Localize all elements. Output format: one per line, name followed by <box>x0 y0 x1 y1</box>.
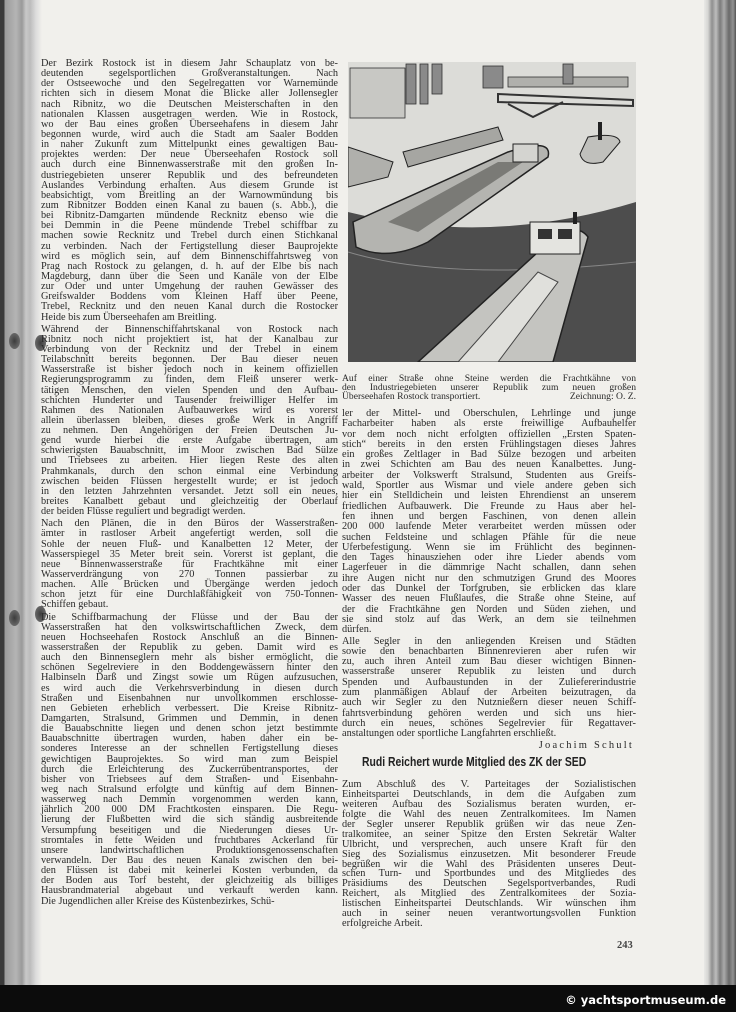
text-line: zur Oder und unter Umgehung der rauhen Gewässer des <box>41 281 338 293</box>
text-line: schon jetzt für eine Durchlaßfähigkeit von 750-Tonnen- <box>41 589 338 601</box>
text-line: begonnen wurde, wird auch die Stadt am Saaler Bodden <box>41 128 338 140</box>
illustration-caption <box>342 374 636 401</box>
text-line: schichten Hunderter und Tausender freiwilliger Helfer im <box>41 394 338 406</box>
text-line: Wasser des neuen Flußlaufes, die Straße ohne Steine, auf <box>342 593 636 605</box>
text-line: Wasserspiegel 35 Meter breit sein. Vorerst ist geplant, die <box>41 548 338 560</box>
text-line: Alle Segler in den anliegenden Kreisen und Städten <box>342 635 636 647</box>
text-line: durch ein neues, schönes Segelrevier für Regattaver- <box>342 717 636 729</box>
text-line: Prag nach Rostock zu gelangen, d. h. auf der Elbe bis nach <box>41 260 338 272</box>
text-line: friedlichen Aufbauwerk. Die Freunde zu Haus aber hel- <box>342 500 636 512</box>
text-line: lierung der Flußbetten wird die sich ständig ausbreitende <box>41 814 338 826</box>
text-line: den Flüssen ist dabei mit keinerlei Kosten verbunden, da <box>41 865 338 877</box>
paragraph <box>41 519 338 610</box>
caption-line: Überseehafen Rostock transportiert. <box>342 391 481 402</box>
text-line: gend wurde hierbei die erste Aufgabe übertragen, am <box>41 435 338 447</box>
text-line: Wasserverdrängung von 270 Tonnen passierbar zu <box>41 569 338 581</box>
barge-illustration <box>348 62 636 362</box>
text-line: der Boden aus Torf besteht, der gleichzeitig als billiges <box>41 875 338 887</box>
text-line: weg nach Stralsund erfolgte und künftig auf dem Binnen- <box>41 783 338 795</box>
text-line: Halbinseln Darß und Zingst sowie um Rügen aufzusuchen, <box>41 672 338 684</box>
left-article-column <box>41 59 338 909</box>
text-line: ämter in rastloser Arbeit angefertigt werden, soll die <box>41 528 338 540</box>
text-line: listischen Einheitspartei Deutschlands. Wir wünschen ihm <box>342 898 636 910</box>
paragraph <box>342 780 636 929</box>
text-line: schen Turn- und Sportbundes und des Mitgliedes des <box>342 868 636 880</box>
text-line: anstaltungen oder sportliche Langfahrten erschließt. <box>342 728 557 740</box>
text-line: zu verbinden. Nach der Fertigstellung dieser Bauprojekte <box>41 240 338 252</box>
text-line: Schiffen gebaut. <box>41 599 109 611</box>
text-line: breites Kanalbett gebaut und gleichzeitig der Oberlauf <box>41 496 338 508</box>
footer-bar <box>0 985 736 1012</box>
illustration-credit: Zeichnung: O. Z. <box>569 391 636 402</box>
text-line: neue Binnenwasserstraße für Frachtkähne mit einer <box>41 558 338 570</box>
text-line: die Bauabschnitte liegen und denen schon jetzt bestimmte <box>41 723 338 735</box>
text-line: machen. Alle Brücken und Übergänge werden jedoch <box>41 579 338 591</box>
text-line: Prahmkanals, durch den schon einmal eine Verbindung <box>41 465 338 477</box>
text-line: unsere landwirtschaftlichen Produktionsgenossenschaften <box>41 844 338 856</box>
caption-line: den Industriegebieten unserer Republik zum neuen großen <box>342 382 636 393</box>
text-line: Auslandes Verbindung erhalten. Aus diesem Grunde ist <box>41 179 338 191</box>
text-line: Wasserstraßen hat den volkswirtschaftlichen Zweck, dem <box>41 621 338 633</box>
right-article-column <box>342 409 636 741</box>
text-line: dustriegebieten unserer Republik und des befreundeten <box>41 169 338 181</box>
text-line: auch wir Segler zu den Nutznießern dieser neuen Schiff- <box>342 697 636 709</box>
text-line: wasserstraße unserer Republik zu leisten und durch <box>342 666 636 678</box>
text-line: Uferbefestigung. Wenn sie im Frühlicht des beginnen- <box>342 541 636 553</box>
text-line: Lagerfeuer in die dämmrige Nacht schallen, dann sehen <box>342 562 636 574</box>
paragraph <box>41 59 338 323</box>
text-line: der beiden Flüsse reguliert und begradigt werden. <box>41 506 246 518</box>
text-line: hier ein Stelldichein und leisten Ehrendienst an unserem <box>342 490 636 502</box>
watermark: © yachtsportmuseum.de <box>565 993 726 1007</box>
text-line: schönen Segelreviere in den Boddengewässern hinter den <box>41 662 338 674</box>
text-line: stromtales in fette Weiden und fruchtbares Ackerland für <box>41 834 338 846</box>
text-line: erfolgreiche Arbeit. <box>342 918 423 930</box>
text-line: zu nehmen. Den Angehörigen der Freien Deutschen Ju- <box>41 425 338 437</box>
text-line: richten sich in diesem Monat die Blicke aller Jollensegler <box>41 88 338 100</box>
text-line: fen ihnen und bergen Faschinen, von denen allein <box>342 510 636 522</box>
paragraph <box>41 613 338 907</box>
page-stack-edge <box>704 0 736 985</box>
text-line: wasserstraßen der Republik zu geben. Damit wird es <box>41 642 338 654</box>
text-line: ein großes Zeltlager in Bad Sülze bezogen und arbeiten <box>342 449 636 461</box>
text-line: nen Gebieten erheblich verbessert. Die Kreise Ribnitz- <box>41 702 338 714</box>
text-line: in naher Zukunft zum Mittelpunkt eines gewaltigen Bau- <box>41 139 338 151</box>
text-line: projektes werden: Der neue Überseehafen Rostock soll <box>41 149 338 161</box>
text-line: Heide bis zum Überseehafen am Breitling. <box>41 311 217 323</box>
text-line: wald, Sportler aus Wismar und viele andere geben sich <box>342 480 636 492</box>
text-line: bei Demmin in die Peene mündende Trebel schiffbar zu <box>41 220 338 232</box>
text-line: ler der Mittel- und Oberschulen, Lehrlinge und junge <box>342 408 636 419</box>
text-line: zum planmäßigen Ablauf der Arbeiten beizutragen, da <box>342 687 636 699</box>
text-line: Versumpfung beseitigen und die Niederungen dieses Ur- <box>41 824 338 836</box>
text-line: Der Bezirk Rostock ist in diesem Jahr Schauplatz von be- <box>41 58 338 69</box>
text-line: Damgarten, Stralsund, Grimmen und Demmin, in denen <box>41 713 338 724</box>
text-line: gewichtigen Bauprojektes. So wird man zum Beispiel <box>41 753 338 765</box>
text-line: Ulbricht, und versprechen, auch unsere Kraft für den <box>342 838 636 850</box>
text-line: der Segler unserer Republik grüßen wir das neue Zen- <box>342 818 636 830</box>
text-line: bei Ribnitz-Damgarten mündende Recknitz ebenso wie die <box>41 210 338 222</box>
text-line: auch durch eine Binnenwasserstraße mit den großen In- <box>41 159 338 171</box>
text-line: deutenden segelsportlichen Großveranstaltungen. Nach <box>41 68 338 80</box>
text-line: in zwei Schichten am Bau des neuen Kanalbettes. Jung- <box>342 459 636 471</box>
text-line: allein überlassen bleiben, dieses große Werk in Angriff <box>41 414 338 426</box>
text-line: der Ostseewoche und den Segelregatten vor Warnemünde <box>41 78 338 90</box>
text-line: es wird auch die Verkehrsverbindung in diesen durch <box>41 682 338 694</box>
text-line: weiteren Aufbau des Sozialismus beraten wurden, er- <box>342 798 636 810</box>
text-line: vor dem noch nicht erfolgten offiziellen „Ersten Spaten- <box>342 428 636 440</box>
text-line: Reichert, als Mitglied des Zentralkomitees der Sozia- <box>342 888 636 900</box>
text-line: schwierigsten Bauabschnitt, im Moor zwischen Bad Sülze <box>41 445 338 457</box>
text-line: stich“ bereits in den ersten Frühlingstagen dieses Jahres <box>342 438 636 450</box>
text-line: Einheitspartei Deutschlands, in dem die Aufgaben zum <box>342 788 636 800</box>
news-headline: Rudi Reichert wurde Mitglied des ZK der SED <box>362 754 587 769</box>
text-line: Hausbrandmaterial abgebaut und verkauft werden kann. <box>41 885 338 897</box>
text-line: sie sind stolz auf das Werk, an dem sie teilnehmen <box>342 613 636 625</box>
text-line: Straßen und Eisenbahnen nur unvollkommen erschlosse- <box>41 692 338 704</box>
text-line: Die Jugendlichen aller Kreise des Küstenbezirkes, Schü- <box>41 895 275 907</box>
text-line: auch in seiner neuen verantwortungsvollen Funktion <box>342 908 636 920</box>
text-line: 200 000 laufende Meter verarbeitet werden müssen oder <box>342 521 636 533</box>
text-line: zwischen beiden Flüssen hergestellt wurde; er ist jedoch <box>41 475 338 487</box>
text-line: Verbindung von der Recknitz und der Trebel in einem <box>41 343 338 355</box>
news-body <box>342 780 636 931</box>
text-line: Facharbeiter haben als erste freiwillige Aufbauhelfer <box>342 418 636 430</box>
page-number: 243 <box>617 940 633 951</box>
text-line: Teilabschnitt bereits begonnen. Der Bau dieser neuen <box>41 354 338 366</box>
text-line: zu, auch ihren Anteil zum Bau dieser wichtigen Binnen- <box>342 656 636 668</box>
text-line: tralkomitee, an seiner Spitze den Ersten Sekretär Walter <box>342 828 636 840</box>
text-line: nationalen Klassen ausgetragen werden. Wie in Rostock, <box>41 108 338 120</box>
text-line: arbeiter der Volkswerft Stralsund, Studenten aus Greifs- <box>342 469 636 481</box>
text-line: folgte die Wahl des neuen Zentralkomitees. Im Namen <box>342 808 636 820</box>
caption-line: Auf einer Straße ohne Steine werden die Frachtkähne von <box>342 373 636 384</box>
text-line: durch die Erleichterung des Zuckerrübentransportes, der <box>41 763 338 775</box>
text-line: bisher von Triebsees auf dem Straßen- und Eisenbahn- <box>41 773 338 785</box>
text-line: und Triebsees zu arbeiten. Hier liegen Reste des alten <box>41 455 338 467</box>
text-line: wasserweg nach Demmin vorgenommen werden kann, <box>41 794 338 806</box>
article-author: Joachim Schult <box>538 740 634 751</box>
binding-hole <box>9 610 20 626</box>
paragraph <box>41 325 338 518</box>
text-line: suchen Feldsteine und schlagen Pfähle für die neue <box>342 531 636 543</box>
text-line: Die Schiffbarmachung der Flüsse und der Bau der <box>41 611 338 623</box>
text-line: ihre Augen nicht nur den schmutzigen Grund des Moores <box>342 572 636 584</box>
text-line: verwandeln. Der Bau des neuen Kanals zwischen den bei- <box>41 854 338 866</box>
text-line: dürfen. <box>342 624 372 636</box>
text-line: Greifswalder Boddens vom Kleinen Haff über Peene, <box>41 291 338 303</box>
text-line: auch den Binnenseglern mehr als bisher ermöglicht, die <box>41 652 338 664</box>
text-line: Zum Abschluß des V. Parteitages der Sozialistischen <box>342 779 636 790</box>
text-line: nach Ribnitz, wo die Deutschen Meisterschaften in den <box>41 98 338 110</box>
text-line: beabsichtigt, vom Breitling an der Warnowmündung bis <box>41 189 338 201</box>
book-binding <box>0 0 42 985</box>
text-line: sowie den benachbarten Binnenrevieren aber rufen wir <box>342 645 636 657</box>
text-line: fahrtsverbindung gehören werden und sich uns hier- <box>342 707 636 719</box>
text-line: wird es möglich sein, auf dem Binnenschiffahrtsweg von <box>41 250 338 262</box>
text-line: der die Frachtkähne gen Norden und Süden ziehen, und <box>342 603 636 615</box>
text-line: wo der Bau eines großen Überseehafens in diesem Jahr <box>41 118 338 130</box>
text-line: neuen Hochseehafen Rostock Anschluß an die Binnen- <box>41 631 338 643</box>
text-line: Wasserstraße ist bisher jedoch noch in keinem offiziellen <box>41 364 338 376</box>
text-line: jährlich 200 000 DM Frachtkosten einsparen. Die Regu- <box>41 804 338 816</box>
text-line: oder das Dunkel der Torfgruben, sie erblicken das klare <box>342 583 636 595</box>
paragraph <box>342 409 636 636</box>
wheelhouse <box>530 222 580 254</box>
text-line: Spenden und Aufbaustunden in der Zuliefererindustrie <box>342 676 636 688</box>
text-line: begrüßen wir die Wahl des Präsidenten unseres Deut- <box>342 858 636 870</box>
paragraph <box>342 637 636 740</box>
text-line: Ribnitz noch nicht projektiert ist, hat der Kanalbau zur <box>41 333 338 345</box>
text-line: Bauabschnitte übertragen wurden, haben daher ein be- <box>41 733 338 745</box>
text-line: den Tages hinausziehen oder ihre Lieder abends vom <box>342 552 636 564</box>
text-line: Präsidiums des Deutschen Segelsportverbandes, Rudi <box>342 878 636 890</box>
text-line: tätigen Menschen, den vielen Spenden und den Aufbau- <box>41 384 338 396</box>
text-line: zum Ribnitzer Bodden einen Kanal zu bauen (s. Abb.), die <box>41 199 338 211</box>
text-line: machen sowie Recknitz und Trebel durch einen Stichkanal <box>41 230 338 242</box>
text-line: Trebel, Recknitz und den neuen Kanal durch die Rostocker <box>41 301 338 313</box>
binding-hole <box>9 333 20 349</box>
text-line: Rahmen des Nationalen Aufbauwerkes wird es vorerst <box>41 404 338 416</box>
text-line: Sohle der neuen Fluß- und Kanalbetten 12 Meter, der <box>41 538 338 550</box>
text-line: sonderes Interesse an der schnellen Fertigstellung dieses <box>41 743 338 755</box>
text-line: in den letzten Jahrzehnten versandet. Jetzt soll ein neues, <box>41 485 338 497</box>
text-line: Magdeburg, dann über die Seen und Kanäle von der Elbe <box>41 270 338 282</box>
text-line: Nach den Plänen, die in den Büros der Wasserstraßen- <box>41 518 338 530</box>
text-line: Während der Binnenschiffahrtskanal von Rostock nach <box>41 323 338 335</box>
text-line: Regierungsprogramm zu finden, dem Fleiß unserer werk- <box>41 374 338 386</box>
text-line: Sieg des Sozialismus einzusetzen. Mit besonderer Freude <box>342 848 636 860</box>
